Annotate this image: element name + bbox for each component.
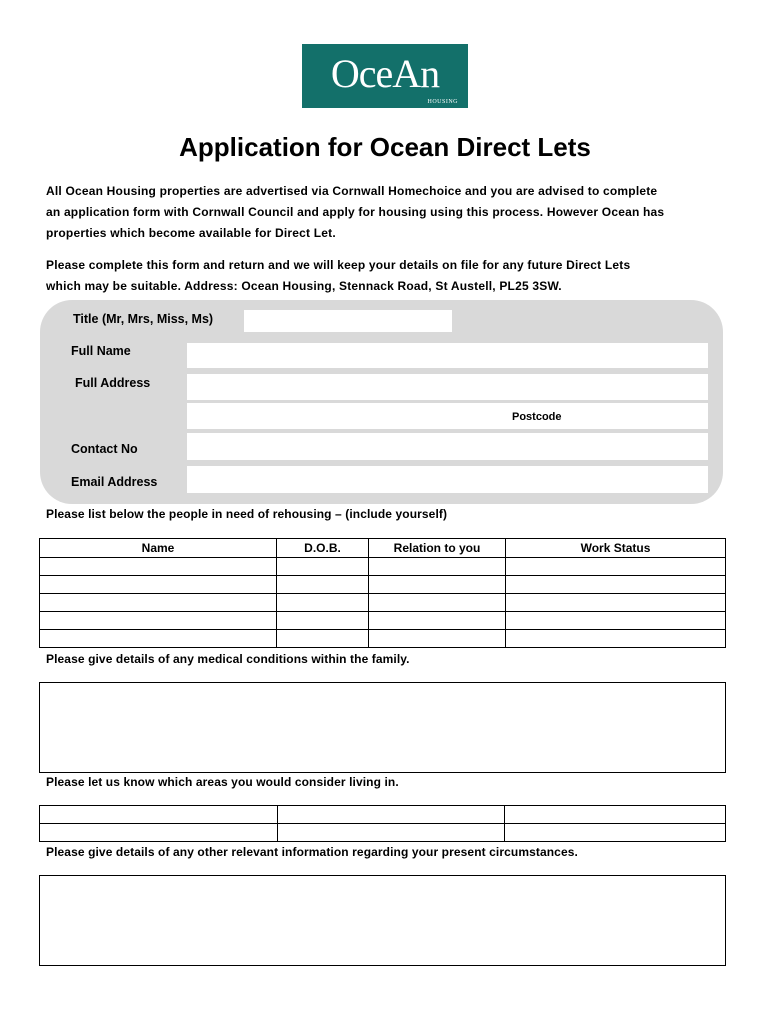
- table-cell[interactable]: [40, 824, 278, 842]
- table-cell[interactable]: [277, 558, 369, 576]
- email-label: Email Address: [71, 475, 158, 489]
- column-header-name: Name: [40, 539, 277, 558]
- address-line-1-input[interactable]: [187, 374, 708, 400]
- column-header-dob: D.O.B.: [277, 539, 369, 558]
- title-input[interactable]: [244, 310, 452, 332]
- contact-no-label: Contact No: [71, 442, 138, 456]
- table-cell[interactable]: [277, 594, 369, 612]
- logo-subtext: HOUSING: [427, 99, 458, 105]
- table-cell[interactable]: [277, 612, 369, 630]
- table-row: [40, 576, 726, 594]
- title-label: Title (Mr, Mrs, Miss, Ms): [73, 312, 214, 326]
- table-cell[interactable]: [506, 576, 726, 594]
- intro-line: an application form with Cornwall Council and apply for housing using this process. However Ocean has: [46, 205, 665, 219]
- table-cell[interactable]: [278, 806, 505, 824]
- table-cell[interactable]: [40, 558, 277, 576]
- medical-textarea[interactable]: [39, 682, 726, 773]
- full-address-label: Full Address: [75, 376, 151, 390]
- table-row: [40, 594, 726, 612]
- instructions-line: Please complete this form and return and we will keep your details on file for any future Direct Lets: [46, 258, 631, 272]
- intro-line: properties which become available for Direct Let.: [46, 226, 336, 240]
- table-cell[interactable]: [277, 630, 369, 648]
- other-info-textarea[interactable]: [39, 875, 726, 966]
- table-cell[interactable]: [40, 630, 277, 648]
- table-row: [40, 558, 726, 576]
- ocean-housing-logo: [302, 44, 468, 108]
- address-line-2-input[interactable]: [187, 403, 708, 429]
- table-row: [40, 824, 726, 842]
- table-row: [40, 630, 726, 648]
- email-input[interactable]: [187, 466, 708, 493]
- full-name-input[interactable]: [187, 343, 708, 368]
- table-cell[interactable]: [40, 576, 277, 594]
- table-cell[interactable]: [369, 558, 506, 576]
- table-cell[interactable]: [506, 612, 726, 630]
- column-header-work-status: Work Status: [506, 539, 726, 558]
- table-cell[interactable]: [506, 594, 726, 612]
- table-header-row: [40, 539, 726, 558]
- table-cell[interactable]: [278, 824, 505, 842]
- table-cell[interactable]: [369, 630, 506, 648]
- table-cell[interactable]: [369, 576, 506, 594]
- intro-line: All Ocean Housing properties are advertised via Cornwall Homechoice and you are advised to complete: [46, 184, 658, 198]
- table-cell[interactable]: [40, 594, 277, 612]
- medical-heading: Please give details of any medical conditions within the family.: [46, 652, 410, 666]
- postcode-label: Postcode: [512, 411, 562, 423]
- table-cell[interactable]: [505, 806, 726, 824]
- areas-table: [39, 805, 726, 842]
- people-table: [39, 538, 726, 648]
- table-cell[interactable]: [40, 612, 277, 630]
- table-cell[interactable]: [505, 824, 726, 842]
- areas-heading: Please let us know which areas you would consider living in.: [46, 775, 399, 789]
- table-cell[interactable]: [40, 806, 278, 824]
- instructions-line: which may be suitable. Address: Ocean Housing, Stennack Road, St Austell, PL25 3SW.: [46, 279, 562, 293]
- contact-no-input[interactable]: [187, 433, 708, 460]
- table-row: [40, 806, 726, 824]
- column-header-relation: Relation to you: [369, 539, 506, 558]
- page-title: Application for Ocean Direct Lets: [179, 132, 591, 162]
- full-name-label: Full Name: [71, 344, 131, 358]
- instructions-paragraph: [46, 255, 736, 297]
- table-cell[interactable]: [369, 594, 506, 612]
- table-cell[interactable]: [277, 576, 369, 594]
- intro-paragraph: [46, 181, 736, 244]
- table-cell[interactable]: [506, 558, 726, 576]
- table-cell[interactable]: [506, 630, 726, 648]
- people-heading: Please list below the people in need of rehousing – (include yourself): [46, 507, 448, 521]
- table-row: [40, 612, 726, 630]
- table-cell[interactable]: [369, 612, 506, 630]
- other-info-heading: Please give details of any other relevant information regarding your present circumstances.: [46, 845, 578, 859]
- logo-wordmark: OceAn: [330, 51, 440, 96]
